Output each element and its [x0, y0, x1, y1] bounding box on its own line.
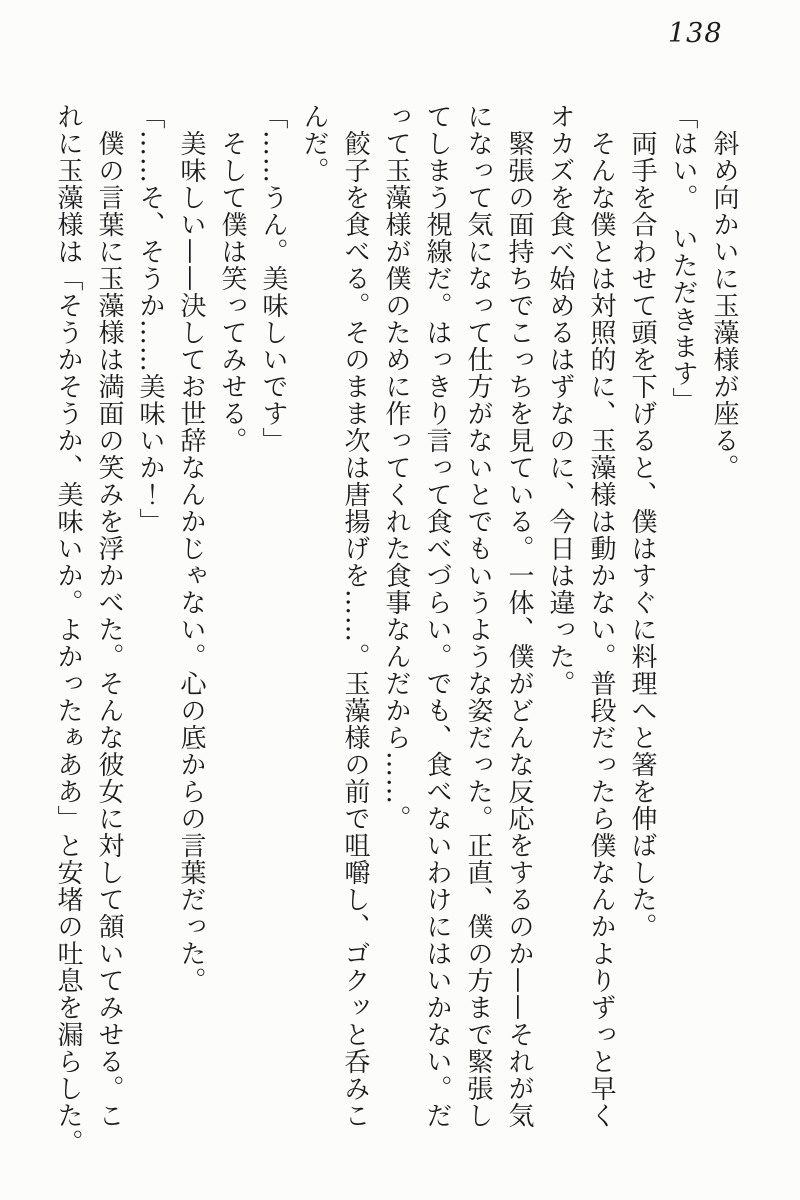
text-column: って玉藻様が僕のために作ってくれた食事なんだから……。 — [381, 103, 411, 832]
text-column: 「……そ、そうか……美味いか！」 — [135, 103, 165, 535]
text-column: 緊張の面持ちでこっちを見ている。一体、僕がどんな反応をするのか——それが気 — [504, 103, 534, 1129]
text-column: 餃子を食べる。そのまま次は唐揚げを……。玉藻様の前で咀嚼し、ゴクッと呑みこ — [340, 103, 370, 1129]
text-column: れに玉藻様は「そうかそうか、美味いか。よかったぁああ」と安堵の吐息を漏らした。 — [53, 103, 83, 1156]
text-column: 「はい。 いただきます」 — [668, 103, 698, 414]
text-column: 美味しい——決してお世辞なんかじゃない。心の底からの言葉だった。 — [176, 103, 206, 994]
text-column: オカズを食べ始めるはずなのに、今日は違った。 — [545, 103, 575, 697]
text-column: 両手を合わせて頭を下げると、僕はすぐに料理へと箸を伸ばした。 — [627, 103, 657, 940]
text-column: になって気になって仕方がないとでもいうような姿だった。正直、僕の方まで緊張し — [463, 103, 493, 1129]
text-block — [47, 103, 744, 1156]
text-column: そして僕は笑ってみせる。 — [217, 103, 247, 454]
text-column: 「……うん。美味しいです」 — [258, 103, 288, 454]
text-column: そんな僕とは対照的に、玉藻様は動かない。普段だったら僕なんかよりずっと早く — [586, 103, 616, 1129]
page-number: 138 — [668, 18, 723, 49]
text-column: 斜め向かいに玉藻様が座る。 — [709, 103, 739, 481]
text-column: てしまう視線だ。はっきり言って食べづらい。でも、食べないわけにはいかない。だ — [422, 103, 452, 1129]
text-column: 僕の言葉に玉藻様は満面の笑みを浮かべた。そんな彼女に対して頷いてみせる。こ — [94, 103, 124, 1129]
text-column: んだ。 — [299, 103, 329, 184]
